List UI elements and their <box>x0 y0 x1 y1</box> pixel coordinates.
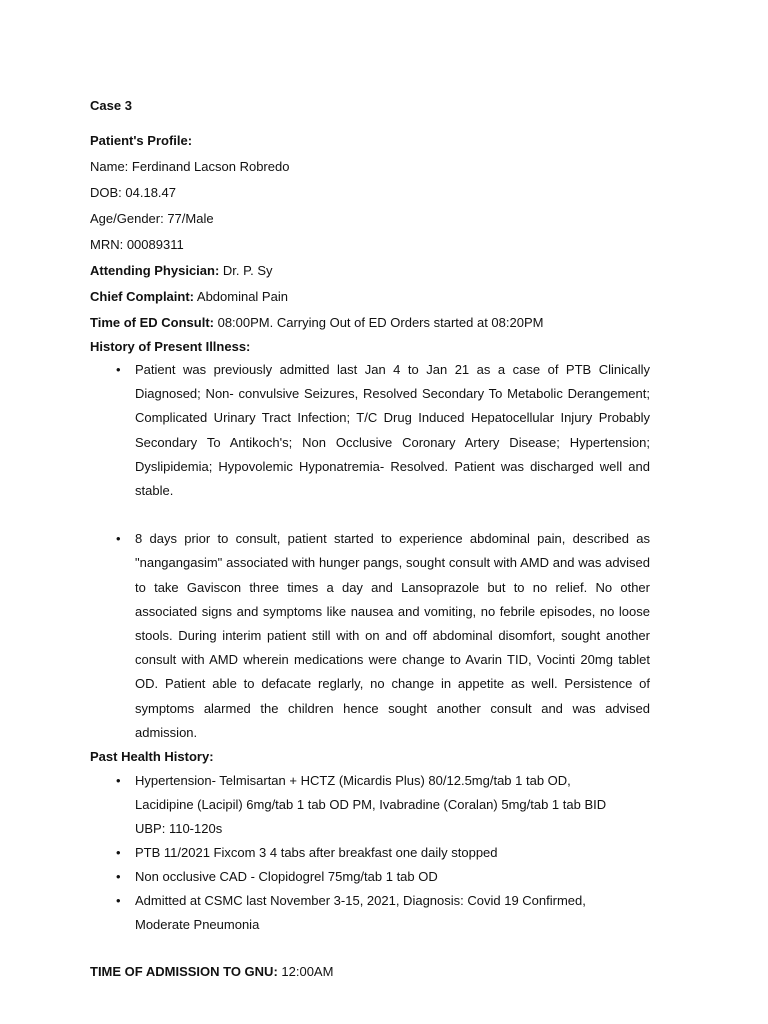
list-item <box>90 841 690 865</box>
attending-value: Dr. P. Sy <box>219 263 273 278</box>
hpi-text: Patient was previously admitted last Jan 4 to Jan 21 as a case of PTB Clinically Diagnosed; Non- convulsive Seizures, Resolved Secondary To Metabolic Derangement; Complicated Urinary Tract Infection; T/C Drug Induced Hepatocellular Injury Probably Secondary To Antikoch's; Non Occlusive Coronary Artery Disease; Hypertension; Dyslipidemia; Hypovolemic Hyponatremia- Resolved. Patient was discharged well and stable. <box>135 362 650 499</box>
case-title: Case 3 <box>90 98 132 113</box>
phh-line: UBP: 110-120s <box>135 821 223 837</box>
bullet-icon: • <box>116 362 121 377</box>
chief-complaint <box>90 284 690 310</box>
phh-line: Admitted at CSMC last November 3-15, 2021, Diagnosis: Covid 19 Confirmed, <box>135 893 586 909</box>
attending-physician <box>90 258 690 284</box>
ed-consult-label: Time of ED Consult: <box>90 315 214 330</box>
hpi-list <box>90 358 690 745</box>
bullet-icon: • <box>116 893 121 909</box>
list-item <box>90 358 650 503</box>
attending-label: Attending Physician: <box>90 263 220 278</box>
admission-label: TIME OF ADMISSION TO GNU: <box>90 964 278 980</box>
list-item <box>90 769 690 841</box>
list-item <box>90 527 650 745</box>
bullet-icon: • <box>116 869 121 885</box>
patient-name: Name: Ferdinand Lacson Robredo <box>90 159 290 174</box>
list-item <box>90 865 690 889</box>
patient-dob: DOB: 04.18.47 <box>90 185 176 200</box>
ed-consult <box>90 310 690 336</box>
ed-consult-value: 08:00PM. Carrying Out of ED Orders started at 08:20PM <box>213 315 544 330</box>
bullet-icon: • <box>116 845 121 861</box>
list-item <box>90 889 690 937</box>
phh-line: PTB 11/2021 Fixcom 3 4 tabs after breakfast one daily stopped <box>135 845 498 861</box>
hpi-heading: History of Present Illness: <box>90 339 251 354</box>
phh-line: Lacidipine (Lacipil) 6mg/tab 1 tab OD PM, Ivabradine (Coralan) 5mg/tab 1 tab BID <box>135 797 607 813</box>
patient-mrn: MRN: 00089311 <box>90 237 184 252</box>
chief-complaint-label: Chief Complaint: <box>90 289 194 304</box>
patient-age-gender: Age/Gender: 77/Male <box>90 211 214 226</box>
phh-line: Non occlusive CAD - Clopidogrel 75mg/tab 1 tab OD <box>135 869 438 885</box>
phh-heading: Past Health History: <box>90 749 214 765</box>
phh-line: Hypertension- Telmisartan + HCTZ (Micardis Plus) 80/12.5mg/tab 1 tab OD, <box>135 773 571 789</box>
admission-value: 12:00AM <box>277 964 334 980</box>
phh-line: Moderate Pneumonia <box>135 917 260 933</box>
admission-time <box>90 959 690 985</box>
phh-list <box>90 769 690 937</box>
document-page <box>90 93 690 985</box>
chief-complaint-value: Abdominal Pain <box>194 289 288 304</box>
hpi-text: 8 days prior to consult, patient started to experience abdominal pain, described as "nangangasim" associated with hunger pangs, sought consult with AMD and was advised to take Gaviscon three times a day and Lansoprazole but to no relief. No other associated signs and symptoms like nausea and vomiting, no febrile episodes, no loose stools. During interim patient still with on and off abdominal disomfort, sought another consult with AMD wherein medications were change to Avarin TID, Vocinti 20mg tablet OD. Patient able to defacate reglarly, no change in appetite as well. Persistence of symptoms alarmed the children hence sought another consult and was advised admission. <box>135 531 650 740</box>
bullet-icon: • <box>116 531 121 547</box>
bullet-icon: • <box>116 773 121 789</box>
profile-heading: Patient's Profile: <box>90 133 193 148</box>
